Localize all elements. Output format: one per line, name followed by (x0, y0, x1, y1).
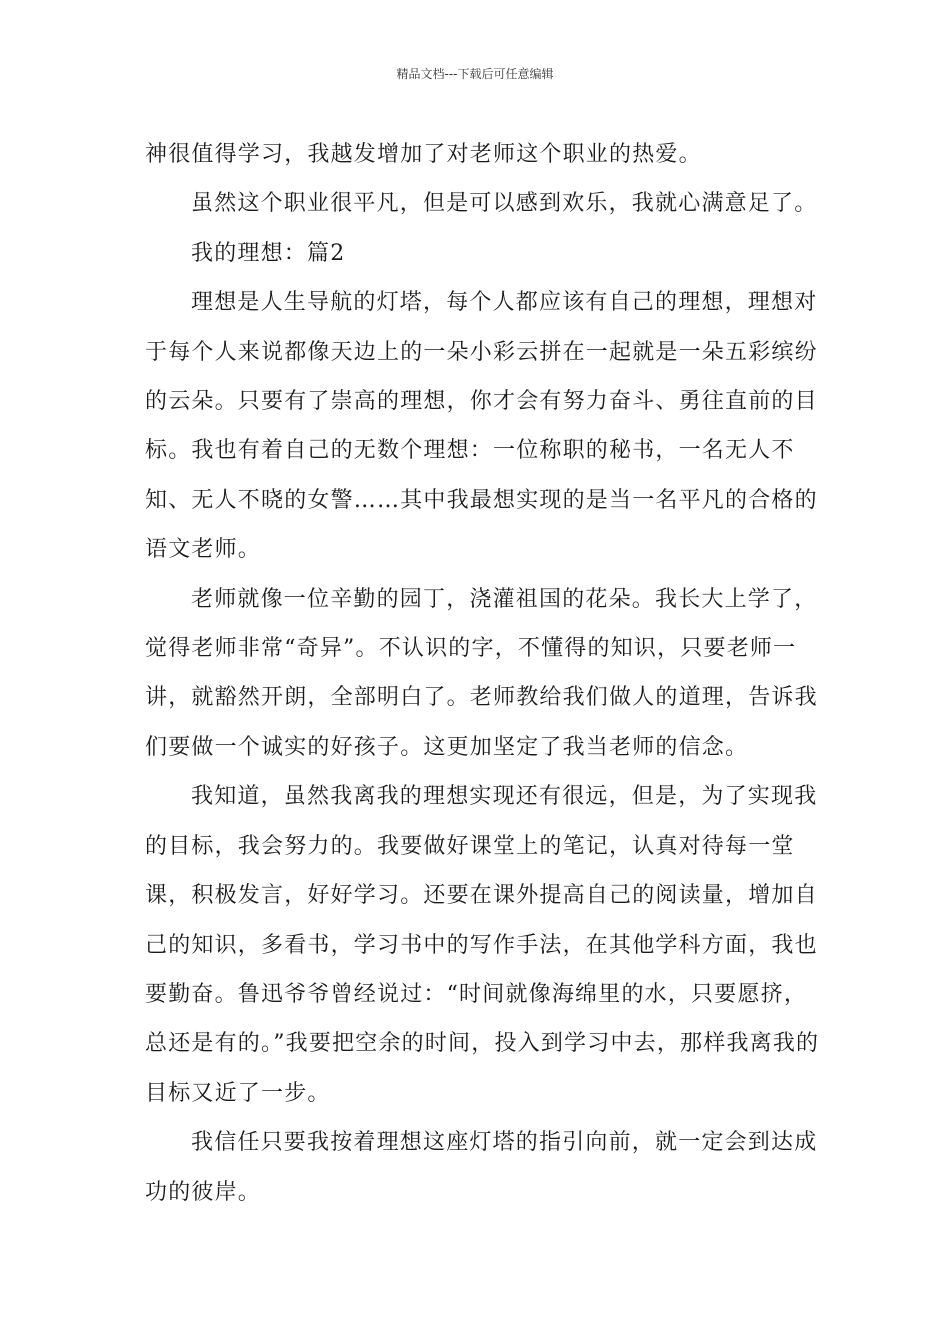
document-body (145, 130, 825, 1217)
paragraph-2: 虽然这个职业很平凡，但是可以感到欢乐，我就心满意足了。 (191, 191, 818, 217)
paragraph-3: 理想是人生导航的灯塔，每个人都应该有自己的理想，理想对于每个人来说都像天边上的一朵小彩云拼在一起就是一朵五彩缤纷的云朵。只要有了崇高的理想，你才会有努力奋斗、勇往直前的目标。我也有着自己的无数个理想：一位称职的秘书，一名无人不知、无人不晓的女警……其中我最想实现的是当一名平凡的合格的语文老师。 (145, 290, 818, 563)
paragraph-5: 我知道，虽然我离我的理想实现还有很远，但是，为了实现我的目标，我会努力的。我要做好课堂上的笔记，认真对待每一堂课，积极发言，好好学习。还要在课外提高自己的阅读量，增加自己的知识，多看书，学习书中的写作手法，在其他学科方面，我也要勤奋。鲁迅爷爷曾经说过：“时间就像海绵里的水，只要愿挤，总还是有的。”我要把空余的时间，投入到学习中去，那样我离我的目标又近了一步。 (145, 784, 820, 1106)
paragraph-1: 神很值得学习，我越发增加了对老师这个职业的热爱。 (145, 142, 702, 167)
page-header: 精品文档---下载后可任意编辑 (396, 67, 554, 81)
paragraph-6: 我信任只要我按着理想这座灯塔的指引向前，就一定会到达成功的彼岸。 (145, 1130, 818, 1205)
section-heading: 我的理想：篇2 (191, 240, 346, 266)
paragraph-4: 老师就像一位辛勤的园丁，浇灌祖国的花朵。我长大上学了，觉得老师非常“奇异”。不认识的字，不懂得的知识，只要老师一讲，就豁然开朗，全部明白了。老师教给我们做人的道理，告诉我们要做一个诚实的好孩子。这更加坚定了我当老师的信念。 (145, 586, 818, 760)
